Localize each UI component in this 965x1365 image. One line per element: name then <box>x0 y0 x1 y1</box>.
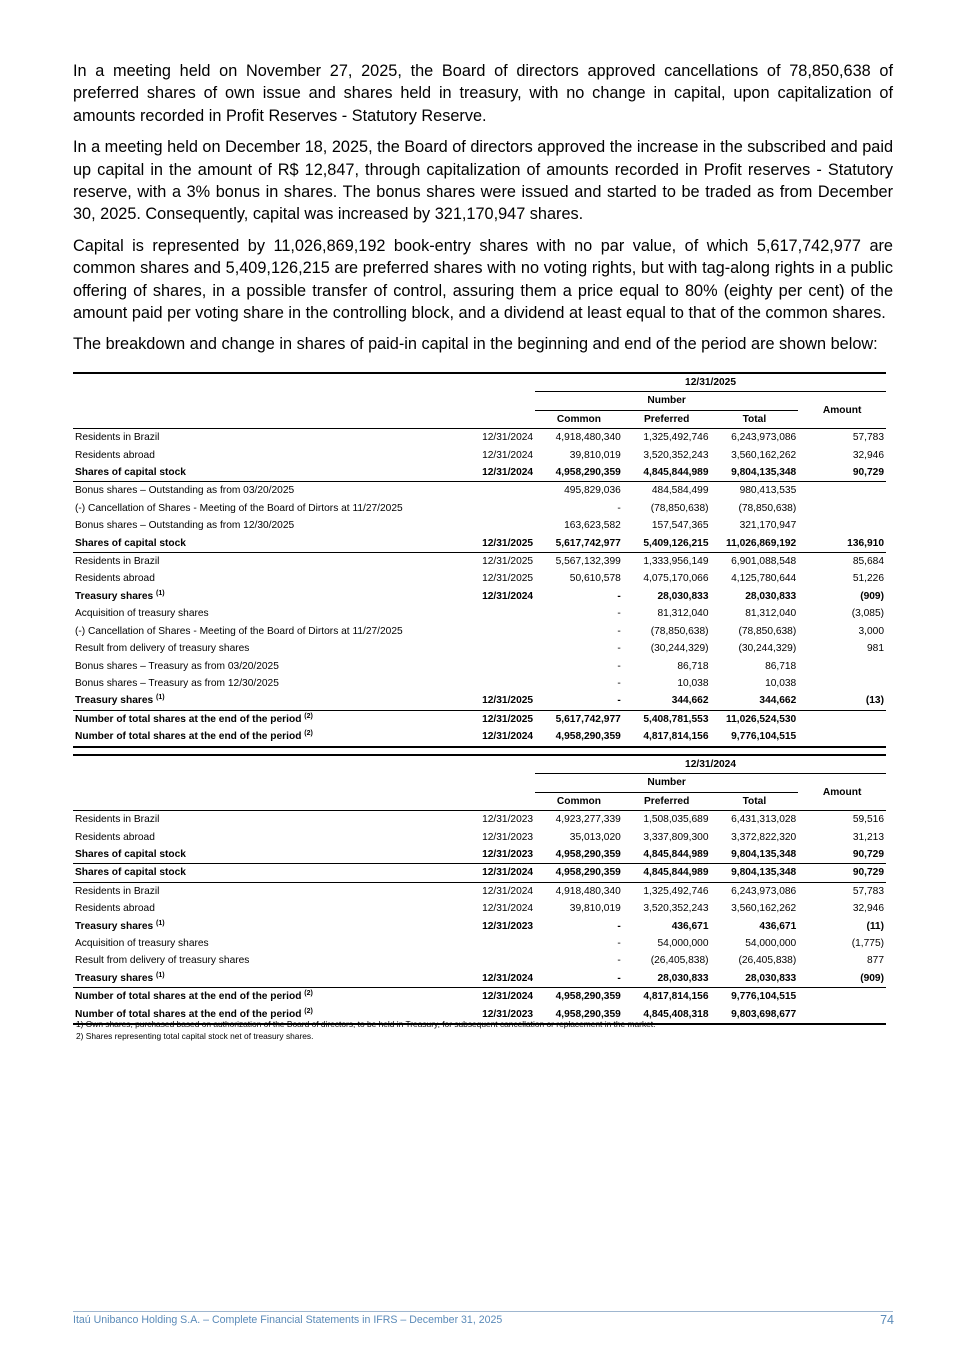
row-label-text: Residents abroad <box>75 449 155 461</box>
common-value: 50,610,578 <box>569 573 621 585</box>
amount-value: 85,684 <box>852 556 884 568</box>
preferred-value: 28,030,833 <box>623 970 711 988</box>
row-label <box>73 882 464 900</box>
table-row <box>73 900 886 917</box>
row-label <box>73 500 464 517</box>
row-label <box>73 640 464 657</box>
preferred-header: Preferred <box>623 410 711 428</box>
table-row <box>73 675 886 692</box>
amount-value: 90,729 <box>798 464 886 482</box>
row-date: 12/31/2025 <box>482 573 534 585</box>
row-date: 12/31/2024 <box>482 432 534 444</box>
total-value: 81,312,040 <box>745 608 797 620</box>
table-row <box>73 535 886 553</box>
amount-value <box>798 482 886 500</box>
row-date: 12/31/2025 <box>482 556 534 568</box>
row-label-text: Residents in Brazil <box>75 556 160 568</box>
row-label-text: (-) Cancellation of Shares - Meeting of the Board of Dirtors at 11/27/2025 <box>75 502 403 514</box>
common-value: - <box>617 677 621 689</box>
footer-divider <box>73 1311 893 1312</box>
row-label <box>73 692 464 710</box>
row-label <box>73 918 464 935</box>
amount-value: (3,085) <box>851 608 884 620</box>
amount-value: (909) <box>860 590 884 602</box>
preferred-value: 54,000,000 <box>657 938 709 950</box>
amount-value <box>798 988 886 1006</box>
shares-table-2025 <box>73 372 886 748</box>
row-label-text: Treasury shares <box>75 695 154 707</box>
footnote-ref: (2) <box>304 712 313 720</box>
row-label <box>73 535 464 553</box>
total-value: 54,000,000 <box>745 938 797 950</box>
row-date: 12/31/2023 <box>482 920 534 932</box>
footnote-ref: (1) <box>156 919 165 927</box>
total-value: 436,671 <box>759 920 797 932</box>
footnote-ref: (1) <box>156 694 165 702</box>
preferred-value: 4,845,844,989 <box>623 846 711 864</box>
total-header: Total <box>711 410 799 428</box>
row-label <box>73 970 464 988</box>
row-label-text: Bonus shares – Treasury as from 03/20/2025 <box>75 660 279 672</box>
amount-value: 57,783 <box>852 432 884 444</box>
amount-value <box>798 675 886 692</box>
total-value: 11,026,524,530 <box>725 713 797 725</box>
common-value: - <box>617 625 621 637</box>
table-row <box>73 500 886 517</box>
common-value: 4,958,290,359 <box>535 864 623 882</box>
common-value: 4,958,290,359 <box>535 728 623 746</box>
total-header: Total <box>711 792 799 810</box>
amount-value <box>798 517 886 534</box>
row-label-text: Number of total shares at the end of the period <box>75 731 302 743</box>
footnote-2: 2) Shares representing total capital stock net of treasury shares. <box>76 1031 314 1041</box>
paragraph-cancellation: In a meeting held on November 27, 2025, the Board of directors approved cancellations of 78,850,638 of preferred shares of own issue and shares held in treasury, with no change in capital, upon capitalization of amounts recorded in Profit Reserves - Statutory Reserve. <box>73 62 893 125</box>
table-row <box>73 952 886 969</box>
preferred-value: 1,325,492,746 <box>643 432 709 444</box>
total-value: 9,776,104,515 <box>711 728 799 746</box>
amount-value: 57,783 <box>852 885 884 897</box>
total-value: 3,560,162,262 <box>731 449 797 461</box>
row-date: 12/31/2025 <box>464 692 535 710</box>
row-label-text: Treasury shares <box>75 590 154 602</box>
row-label-text: Acquisition of treasury shares <box>75 938 209 950</box>
table-row <box>73 447 886 464</box>
row-date <box>464 675 535 692</box>
row-date: 12/31/2023 <box>482 831 534 843</box>
preferred-value: 1,325,492,746 <box>643 885 709 897</box>
footnote-ref: (1) <box>156 971 165 979</box>
row-date: 12/31/2024 <box>464 728 535 746</box>
row-label <box>73 429 464 447</box>
row-date <box>464 935 535 952</box>
total-value: 4,125,780,644 <box>731 573 797 585</box>
total-value: 6,243,973,086 <box>731 885 797 897</box>
preferred-value: 344,662 <box>623 692 711 710</box>
row-label-text: Acquisition of treasury shares <box>75 608 209 620</box>
footnote-ref: (1) <box>156 589 165 597</box>
common-value: 35,013,020 <box>569 831 621 843</box>
amount-value <box>798 1006 886 1024</box>
common-header: Common <box>535 410 623 428</box>
table-row <box>73 692 886 710</box>
table-row <box>73 935 886 952</box>
preferred-value: (78,850,638) <box>650 625 709 637</box>
row-label-text: (-) Cancellation of Shares - Meeting of the Board of Dirtors at 11/27/2025 <box>75 625 403 637</box>
preferred-value: 5,409,126,215 <box>623 535 711 553</box>
preferred-value: 4,845,408,318 <box>623 1006 711 1024</box>
total-value: 10,038 <box>765 677 797 689</box>
total-value: 9,803,698,677 <box>711 1006 799 1024</box>
total-value: 9,776,104,515 <box>731 991 797 1003</box>
shares-table-2024 <box>73 754 886 1025</box>
paragraph-table-intro: The breakdown and change in shares of paid-in capital in the beginning and end of the period are shown below: <box>73 335 878 354</box>
table-row <box>73 517 886 534</box>
row-label-text: Treasury shares <box>75 972 154 984</box>
row-date: 12/31/2024 <box>464 464 535 482</box>
amount-value: 32,946 <box>852 449 884 461</box>
row-label <box>73 623 464 640</box>
amount-value: 90,729 <box>798 846 886 864</box>
row-label <box>73 447 464 464</box>
period-header: 12/31/2025 <box>535 373 886 392</box>
preferred-value: 3,520,352,243 <box>643 903 709 915</box>
preferred-value: 4,845,844,989 <box>623 864 711 882</box>
row-date: 12/31/2023 <box>464 1006 535 1024</box>
row-label <box>73 482 464 500</box>
amount-value <box>798 658 886 675</box>
preferred-value: 10,038 <box>677 677 709 689</box>
row-label <box>73 728 464 746</box>
total-value: (26,405,838) <box>738 955 797 967</box>
row-date <box>464 482 535 500</box>
paragraph-capital-increase: In a meeting held on December 18, 2025, the Board of directors approved the increase in the subscribed and paid up capital in the amount of R$ 12,847, through capitalization of amounts recorded in Profit reserves - Statutory reserve, with a 3% bonus in shares. The bonus shares were issued and started to be traded as from December 30, 2025. Consequently, capital was increased by 321,170,947 shares. <box>73 138 894 224</box>
amount-value: 51,226 <box>852 573 884 585</box>
amount-value: (13) <box>798 692 886 710</box>
table-row <box>73 728 886 746</box>
common-value: 5,567,132,399 <box>555 556 621 568</box>
common-value: - <box>535 970 623 988</box>
row-date: 12/31/2024 <box>482 991 534 1003</box>
row-date <box>464 640 535 657</box>
table-row <box>73 429 886 447</box>
total-value: (78,850,638) <box>738 625 797 637</box>
amount-header: Amount <box>798 392 886 429</box>
total-value: 9,804,135,348 <box>711 864 799 882</box>
row-label-text: Shares of capital stock <box>75 537 186 549</box>
table-row <box>73 846 886 864</box>
table-row <box>73 640 886 657</box>
amount-value: 877 <box>867 955 884 967</box>
table-row <box>73 864 886 882</box>
preferred-value: 5,408,781,553 <box>643 713 709 725</box>
amount-value: 90,729 <box>798 864 886 882</box>
table-row <box>73 882 886 900</box>
row-label <box>73 846 464 864</box>
table-row <box>73 588 886 605</box>
common-value: 4,923,277,339 <box>555 814 621 826</box>
total-value: 28,030,833 <box>711 970 799 988</box>
row-date: 12/31/2024 <box>482 885 534 897</box>
row-label-text: Shares of capital stock <box>75 867 186 879</box>
table-row <box>73 918 886 935</box>
common-value: - <box>535 692 623 710</box>
row-label <box>73 864 464 882</box>
row-label <box>73 588 464 605</box>
common-value: 39,810,019 <box>569 449 621 461</box>
common-value: 4,918,480,340 <box>555 885 621 897</box>
preferred-value: 86,718 <box>677 660 709 672</box>
preferred-value: 1,333,956,149 <box>643 556 709 568</box>
preferred-value: 3,520,352,243 <box>643 449 709 461</box>
footnote-ref: (2) <box>304 1007 313 1015</box>
row-label-text: Bonus shares – Outstanding as from 12/30/2025 <box>75 520 295 532</box>
total-value: 3,560,162,262 <box>731 903 797 915</box>
amount-header: Amount <box>798 774 886 811</box>
total-value: 321,170,947 <box>739 520 797 532</box>
table-row <box>73 570 886 587</box>
preferred-header: Preferred <box>623 792 711 810</box>
total-value: 980,413,535 <box>739 485 797 497</box>
common-value: - <box>617 660 621 672</box>
table-body <box>73 429 886 747</box>
footnote-ref: (2) <box>304 990 313 998</box>
row-label <box>73 811 464 829</box>
total-value: 28,030,833 <box>745 590 797 602</box>
amount-value <box>798 710 886 728</box>
common-value: 4,958,290,359 <box>535 846 623 864</box>
total-value: 11,026,869,192 <box>711 535 799 553</box>
common-value: - <box>617 938 621 950</box>
common-value: 4,958,290,359 <box>535 1006 623 1024</box>
row-label-text: Number of total shares at the end of the period <box>75 991 302 1003</box>
row-label <box>73 829 464 846</box>
row-label-text: Residents abroad <box>75 573 155 585</box>
row-date: 12/31/2024 <box>482 449 534 461</box>
row-date <box>464 500 535 517</box>
row-date: 12/31/2024 <box>482 590 534 602</box>
row-label <box>73 900 464 917</box>
row-label-text: Result from delivery of treasury shares <box>75 955 250 967</box>
preferred-value: 3,337,809,300 <box>643 831 709 843</box>
amount-value: 59,516 <box>852 814 884 826</box>
common-value: 163,623,582 <box>564 520 621 532</box>
row-label <box>73 658 464 675</box>
preferred-value: 4,817,814,156 <box>623 728 711 746</box>
common-value: 5,617,742,977 <box>555 713 621 725</box>
row-date: 12/31/2024 <box>464 864 535 882</box>
row-label-text: Residents in Brazil <box>75 432 160 444</box>
row-label-text: Residents in Brazil <box>75 814 160 826</box>
amount-value: (1,775) <box>851 938 884 950</box>
row-label <box>73 517 464 534</box>
row-label-text: Treasury shares <box>75 920 154 932</box>
preferred-value: 81,312,040 <box>657 608 709 620</box>
table-row <box>73 811 886 829</box>
row-label <box>73 675 464 692</box>
row-date <box>464 952 535 969</box>
row-label <box>73 570 464 587</box>
row-date: 12/31/2025 <box>482 713 534 725</box>
preferred-value: (26,405,838) <box>650 955 709 967</box>
total-value: 86,718 <box>765 660 797 672</box>
row-label-text: Shares of capital stock <box>75 467 186 479</box>
common-value: 4,918,480,340 <box>555 432 621 444</box>
table-row <box>73 970 886 988</box>
preferred-value: 1,508,035,689 <box>643 814 709 826</box>
common-value: - <box>617 920 621 932</box>
row-label-text: Bonus shares – Treasury as from 12/30/2025 <box>75 677 279 689</box>
table-row <box>73 464 886 482</box>
table-row <box>73 482 886 500</box>
amount-value: 31,213 <box>852 831 884 843</box>
row-date <box>464 605 535 622</box>
common-value: - <box>617 590 621 602</box>
row-label <box>73 464 464 482</box>
row-label <box>73 952 464 969</box>
preferred-value: 484,584,499 <box>651 485 709 497</box>
row-label <box>73 710 464 728</box>
amount-value: (909) <box>798 970 886 988</box>
total-value: 9,804,135,348 <box>711 464 799 482</box>
footnote-1: 1) Own shares, purchased based on authorization of the Board of directors, to be held in Treasury, for subsequent cancellation or replacement in the market. <box>76 1019 656 1029</box>
footnotes <box>76 1018 655 1042</box>
row-label-text: Number of total shares at the end of the period <box>75 713 302 725</box>
common-header: Common <box>535 792 623 810</box>
row-label-text: Shares of capital stock <box>75 849 186 861</box>
table-row <box>73 623 886 640</box>
preferred-value: (78,850,638) <box>650 502 709 514</box>
row-date <box>464 517 535 534</box>
row-date: 12/31/2023 <box>464 846 535 864</box>
row-date: 12/31/2024 <box>464 970 535 988</box>
number-header: Number <box>535 392 798 410</box>
row-date <box>464 623 535 640</box>
total-value: (30,244,329) <box>738 643 797 655</box>
body-text <box>73 60 893 365</box>
common-value: - <box>617 608 621 620</box>
row-date: 12/31/2023 <box>482 814 534 826</box>
total-value: 9,804,135,348 <box>711 846 799 864</box>
common-value: - <box>617 955 621 967</box>
total-value: 6,243,973,086 <box>731 432 797 444</box>
row-date <box>464 658 535 675</box>
table-row <box>73 553 886 571</box>
row-label <box>73 935 464 952</box>
row-label-text: Residents abroad <box>75 903 155 915</box>
common-value: 5,617,742,977 <box>535 535 623 553</box>
preferred-value: (30,244,329) <box>650 643 709 655</box>
total-value: 6,431,313,028 <box>731 814 797 826</box>
row-label-text: Residents in Brazil <box>75 885 160 897</box>
footer-text: Itaú Unibanco Holding S.A. – Complete Financial Statements in IFRS – December 31, 2025 <box>73 1314 503 1326</box>
row-date: 12/31/2025 <box>464 535 535 553</box>
row-label-text: Bonus shares – Outstanding as from 03/20/2025 <box>75 485 295 497</box>
total-value: 344,662 <box>711 692 799 710</box>
common-value: 495,829,036 <box>564 485 621 497</box>
page-number: 74 <box>880 1313 894 1327</box>
common-value: - <box>617 502 621 514</box>
amount-value: 981 <box>867 643 884 655</box>
preferred-value: 4,845,844,989 <box>623 464 711 482</box>
total-value: (78,850,638) <box>738 502 797 514</box>
row-label-text: Number of total shares at the end of the period <box>75 1008 302 1020</box>
common-value: 4,958,290,359 <box>555 991 621 1003</box>
preferred-value: 4,817,814,156 <box>643 991 709 1003</box>
row-label <box>73 553 464 571</box>
row-label <box>73 988 464 1006</box>
paragraph-capital-composition: Capital is represented by 11,026,869,192 book-entry shares with no par value, of which 5,617,742,977 are common shares and 5,409,126,215 are preferred shares with no voting rights, but with tag-along rights in a public offering of shares, in a possible transfer of control, assuring them a price equal to 80% (eighty per cent) of the amount paid per voting share in the controlling block, and a dividend at least equal to that of the common shares. <box>73 236 893 323</box>
table-row <box>73 710 886 728</box>
number-header: Number <box>535 774 798 792</box>
preferred-value: 4,075,170,066 <box>643 573 709 585</box>
footnote-ref: (2) <box>304 730 313 738</box>
preferred-value: 28,030,833 <box>657 590 709 602</box>
table-row <box>73 658 886 675</box>
row-label-text: Result from delivery of treasury shares <box>75 643 250 655</box>
amount-value: 32,946 <box>852 903 884 915</box>
row-date: 12/31/2024 <box>482 903 534 915</box>
amount-value: 3,000 <box>858 625 884 637</box>
table-body <box>73 811 886 1024</box>
table-row <box>73 605 886 622</box>
amount-value: (11) <box>866 920 884 932</box>
table-row <box>73 829 886 846</box>
amount-value <box>798 500 886 517</box>
row-label-text: Residents abroad <box>75 831 155 843</box>
common-value: 4,958,290,359 <box>535 464 623 482</box>
common-value: - <box>617 643 621 655</box>
preferred-value: 157,547,365 <box>651 520 709 532</box>
amount-value: 136,910 <box>798 535 886 553</box>
common-value: 39,810,019 <box>569 903 621 915</box>
amount-value <box>798 728 886 746</box>
total-value: 6,901,088,548 <box>731 556 797 568</box>
total-value: 3,372,822,320 <box>731 831 797 843</box>
table-row <box>73 988 886 1006</box>
period-header: 12/31/2024 <box>535 755 886 774</box>
row-label <box>73 605 464 622</box>
preferred-value: 436,671 <box>671 920 709 932</box>
